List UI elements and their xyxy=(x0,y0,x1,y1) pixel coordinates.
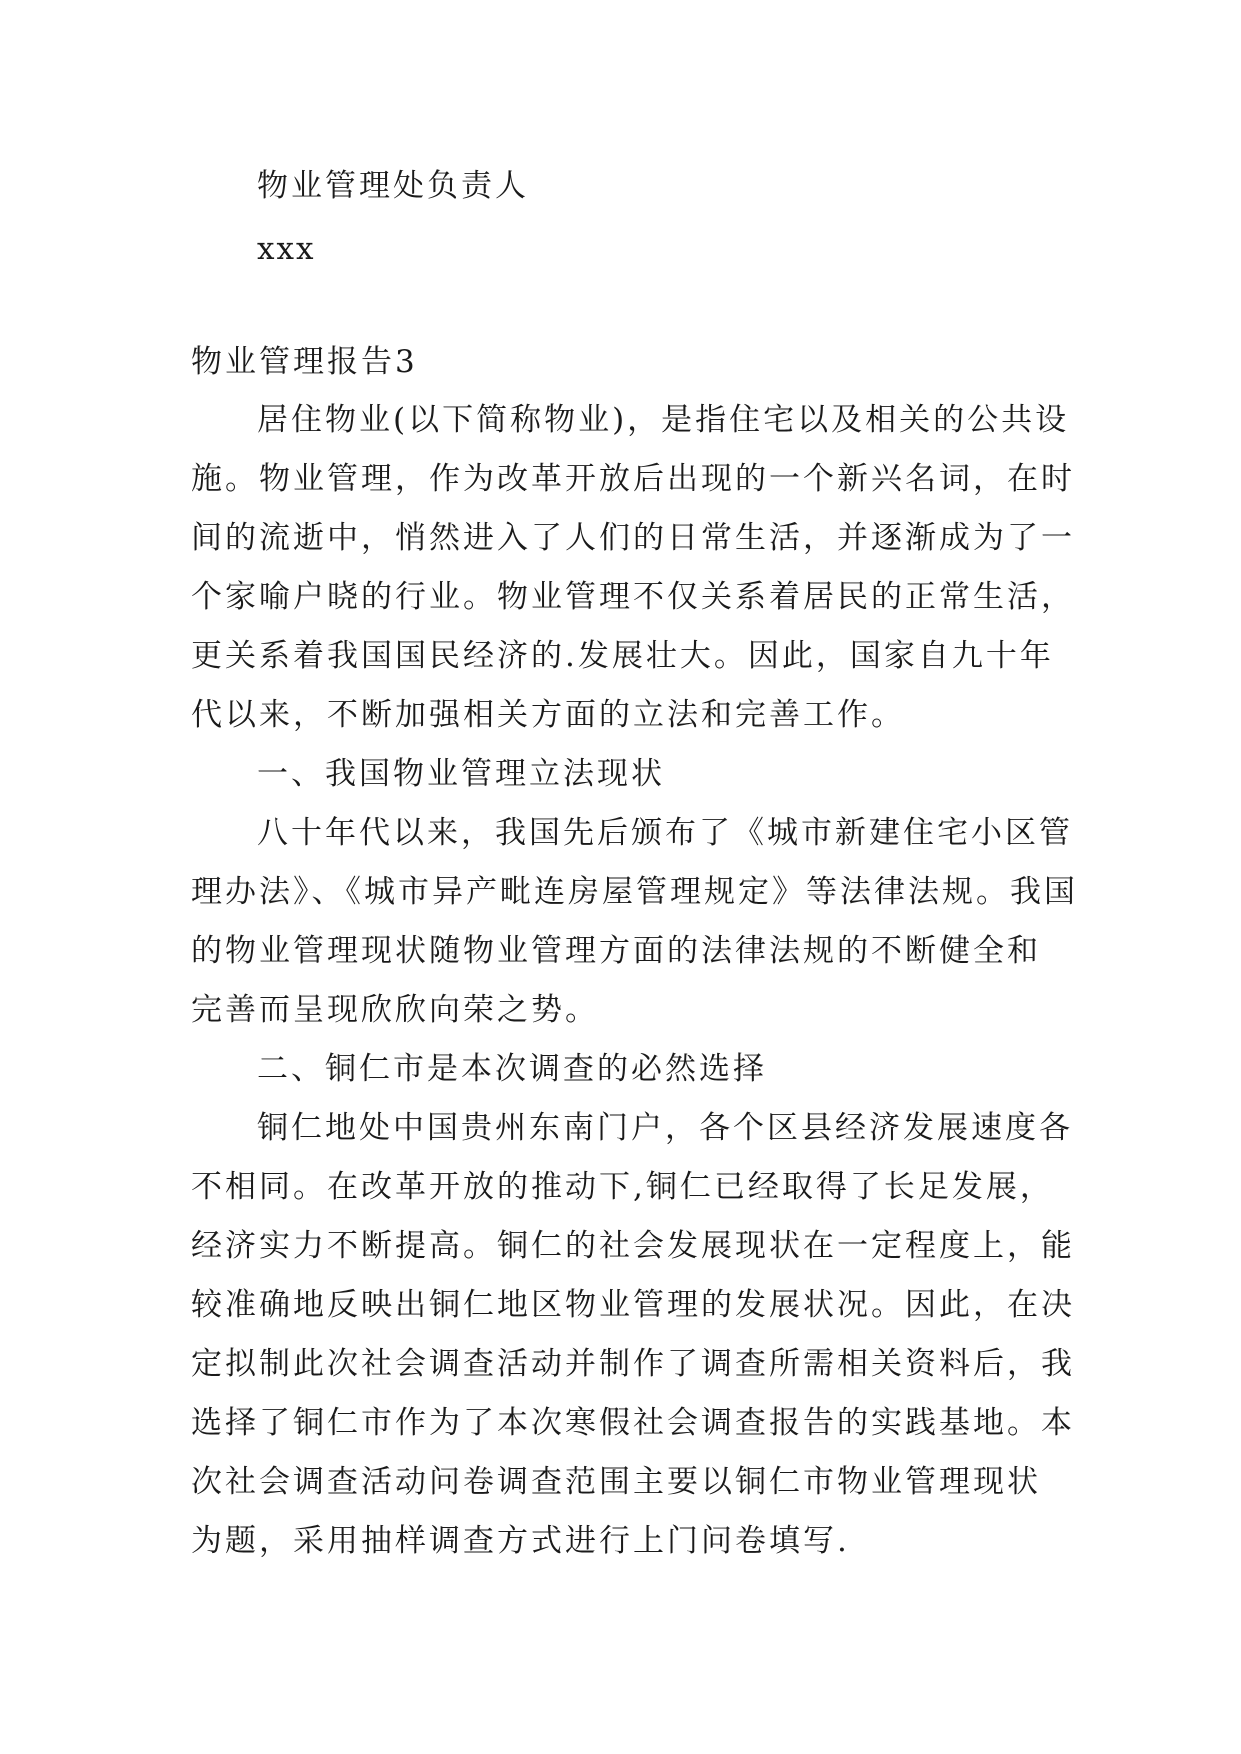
paragraph-line: 不相同。在改革开放的推动下,铜仁已经取得了长足发展， xyxy=(191,1169,1054,1205)
report-title: 物业管理报告3 xyxy=(191,344,418,380)
paragraph-line: 间的流逝中，悄然进入了人们的日常生活，并逐渐成为了一 xyxy=(191,520,1075,556)
paragraph-line: 的物业管理现状随物业管理方面的法律法规的不断健全和 xyxy=(191,933,1041,969)
paragraph-line: 理办法》、《城市异产毗连房屋管理规定》等法律法规。我国 xyxy=(191,874,1078,910)
signature-title: 物业管理处负责人 xyxy=(257,168,529,204)
signature-name: xxx xyxy=(257,231,316,267)
paragraph-line: 八十年代以来，我国先后颁布了《城市新建住宅小区管 xyxy=(257,815,1073,851)
paragraph-line: 定拟制此次社会调查活动并制作了调查所需相关资料后，我 xyxy=(191,1346,1075,1382)
paragraph-line: 经济实力不断提高。铜仁的社会发展现状在一定程度上，能 xyxy=(191,1228,1075,1264)
paragraph-line: 居住物业(以下简称物业)，是指住宅以及相关的公共设 xyxy=(257,402,1070,438)
paragraph-line: 次社会调查活动问卷调查范围主要以铜仁市物业管理现状 xyxy=(191,1464,1041,1500)
paragraph-line: 更关系着我国国民经济的.发展壮大。因此，国家自九十年 xyxy=(191,638,1054,674)
paragraph-line: 选择了铜仁市作为了本次寒假社会调查报告的实践基地。本 xyxy=(191,1405,1075,1441)
paragraph-line: 个家喻户晓的行业。物业管理不仅关系着居民的正常生活， xyxy=(191,579,1075,615)
section-heading: 一、我国物业管理立法现状 xyxy=(257,756,665,792)
section-heading: 二、铜仁市是本次调查的必然选择 xyxy=(257,1051,767,1087)
paragraph-line: 代以来，不断加强相关方面的立法和完善工作。 xyxy=(191,697,905,733)
paragraph-line: 施。物业管理，作为改革开放后出现的一个新兴名词，在时 xyxy=(191,461,1075,497)
paragraph-line: 铜仁地处中国贵州东南门户，各个区县经济发展速度各 xyxy=(257,1110,1073,1146)
paragraph-line: 较准确地反映出铜仁地区物业管理的发展状况。因此，在决 xyxy=(191,1287,1075,1323)
paragraph-line: 完善而呈现欣欣向荣之势。 xyxy=(191,992,599,1028)
paragraph-line: 为题，采用抽样调查方式进行上门问卷填写. xyxy=(191,1523,850,1559)
